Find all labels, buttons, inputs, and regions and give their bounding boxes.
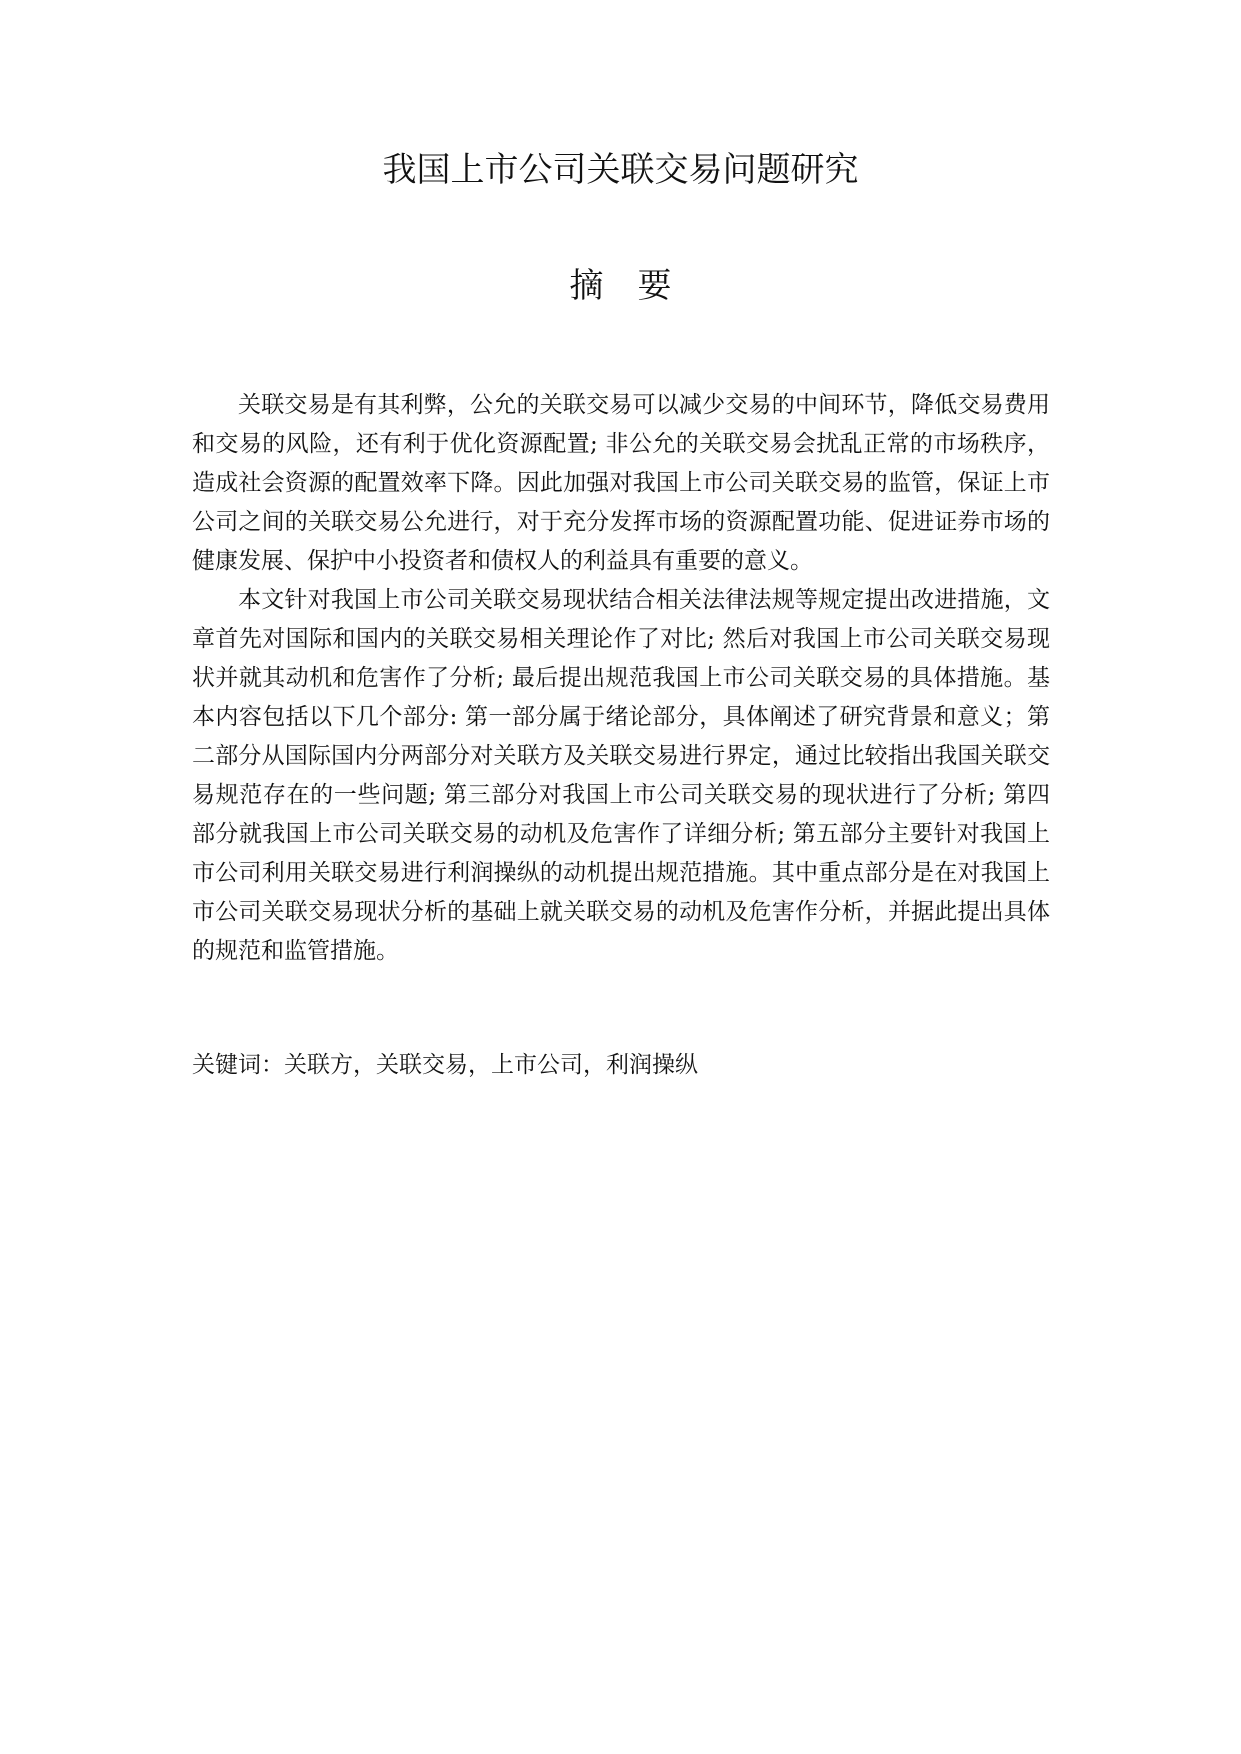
document-title: 我国上市公司关联交易问题研究: [382, 150, 859, 190]
abstract-body: [192, 386, 1050, 971]
keywords-value: 关联方，关联交易，上市公司，利润操纵: [284, 1052, 698, 1078]
keywords-label: 关键词：: [192, 1052, 284, 1078]
keywords-line: [192, 1046, 1050, 1085]
abstract-heading: 摘要: [569, 266, 706, 306]
abstract-paragraph-2: 本文针对我国上市公司关联交易现状结合相关法律法规等规定提出改进措施，文章首先对国际和国内的关联交易相关理论作了对比; 然后对我国上市公司关联交易现状并就其动机和危害作了分析; 最后提出规范我国上市公司关联交易的具体措施。基本内容包括以下几个部分: 第一部分属于绪论部分，具体阐述了研究背景和意义；第二部分从国际国内分两部分对关联方及关联交易进行界定，通过比较指出我国关联交易规范存在的一些问题; 第三部分对我国上市公司关联交易的现状进行了分析; 第四部分就我国上市公司关联交易的动机及危害作了详细分析; 第五部分主要针对我国上市公司利用关联交易进行利润操纵的动机提出规范措施。其中重点部分是在对我国上市公司关联交易现状分析的基础上就关联交易的动机及危害作分析，并据此提出具体的规范和监管措施。: [192, 587, 1050, 964]
abstract-paragraph-1: 关联交易是有其利弊，公允的关联交易可以减少交易的中间环节，降低交易费用和交易的风险，还有利于优化资源配置; 非公允的关联交易会扰乱正常的市场秩序，造成社会资源的配置效率下降。因此加强对我国上市公司关联交易的监管，保证上市公司之间的关联交易公允进行，对于充分发挥市场的资源配置功能、促进证券市场的健康发展、保护中小投资者和债权人的利益具有重要的意义。: [192, 392, 1050, 574]
